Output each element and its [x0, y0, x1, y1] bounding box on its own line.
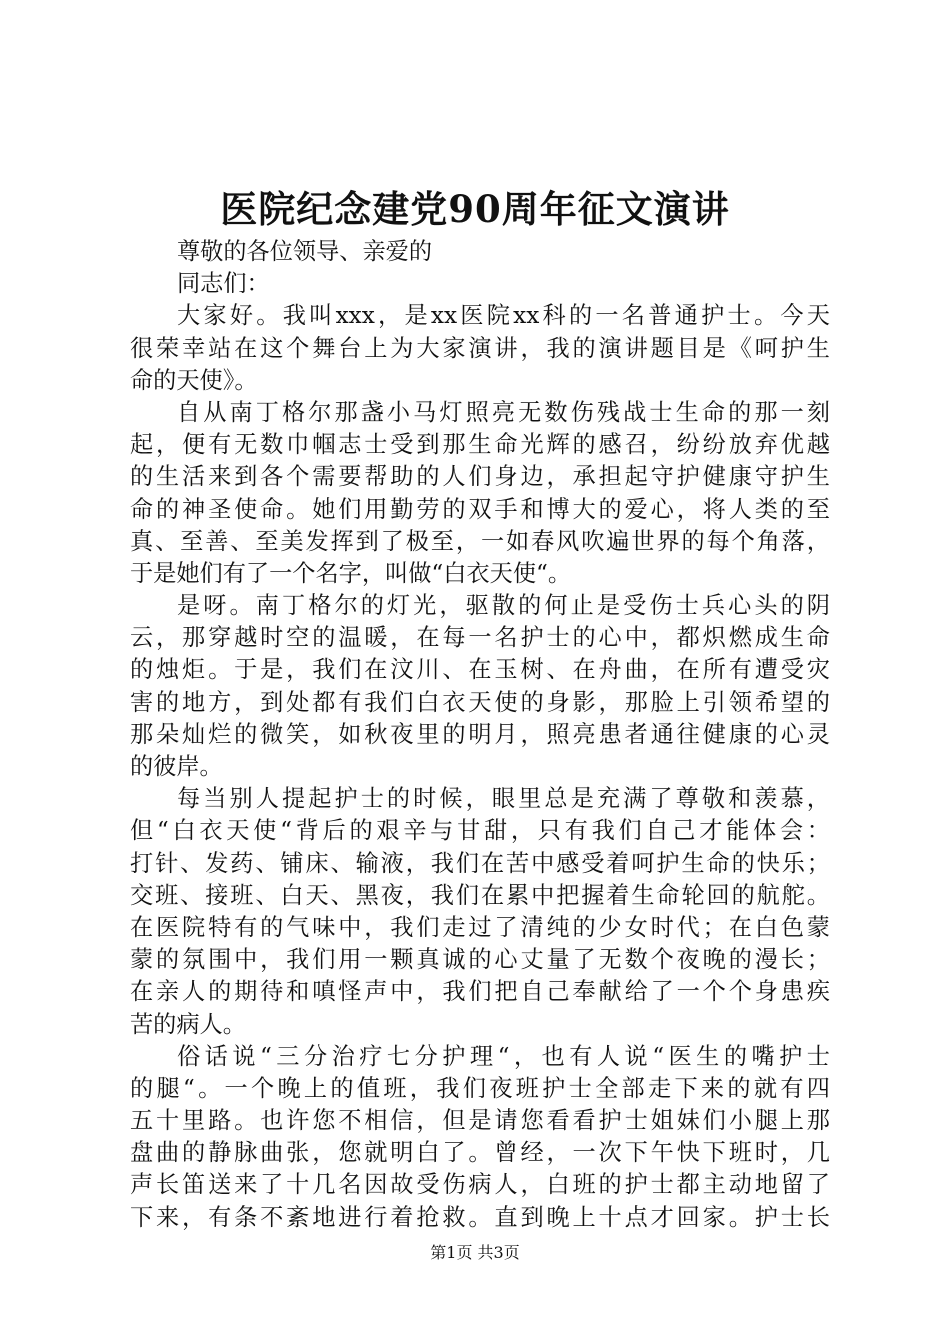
text-line: 盘曲的静脉曲张，您就明白了。曾经，一次下午快下班时，几: [130, 1139, 830, 1167]
text-line: 是呀。南丁格尔的灯光，驱散的何止是受伤士兵心头的阴: [177, 592, 830, 620]
text-line: 蒙的氛围中，我们用一颗真诚的心丈量了无数个夜晚的漫长；: [130, 946, 830, 974]
text-line: 害的地方，到处都有我们白衣天使的身影，那脸上引领希望的: [130, 688, 830, 716]
text-line: 云，那穿越时空的温暖，在每一名护士的心中，都炽燃成生命: [130, 624, 830, 652]
text-line: 俗话说“三分治疗七分护理“，也有人说“医生的嘴护士: [177, 1042, 830, 1070]
text-line: 在医院特有的气味中，我们走过了清纯的少女时代；在白色蒙: [130, 913, 830, 941]
text-line: 的彼岸。: [130, 753, 223, 780]
text-line: 五十里路。也许您不相信，但是请您看看护士姐妹们小腿上那: [130, 1107, 830, 1135]
text-line: 命的神圣使命。她们用勤劳的双手和博大的爱心，将人类的至: [130, 495, 830, 523]
text-line: 尊敬的各位领导、亲爱的: [177, 238, 433, 265]
text-line: 打针、发药、铺床、输液，我们在苦中感受着呵护生命的快乐；: [130, 849, 830, 877]
text-line: 但“白衣天使“背后的艰辛与甘甜，只有我们自己才能体会：: [130, 817, 830, 845]
text-line: 自从南丁格尔那盏小马灯照亮无数伤残战士生命的那一刻: [177, 398, 830, 426]
text-line: 在亲人的期待和嗔怪声中，我们把自己奉献给了一个个身患疾: [130, 978, 830, 1006]
text-line: 的生活来到各个需要帮助的人们身边，承担起守护健康守护生: [130, 463, 830, 491]
page-footer: 第1页 共3页: [430, 1243, 520, 1262]
text-line: 同志们：: [177, 270, 270, 298]
text-line: 很荣幸站在这个舞台上为大家演讲，我的演讲题目是《呵护生: [130, 334, 830, 362]
text-line: 声长笛送来了十几名因故受伤病人，白班的护士都主动地留了: [130, 1171, 830, 1199]
text-line: 每当别人提起护士的时候，眼里总是充满了尊敬和羡慕，: [177, 785, 830, 813]
text-line: 的腿“。一个晚上的值班，我们夜班护士全部走下来的就有四: [130, 1074, 830, 1102]
text-line: 的烛炬。于是，我们在汶川、在玉树、在舟曲，在所有遭受灾: [130, 656, 830, 684]
document-body: [130, 236, 830, 1234]
text-line: 交班、接班、白天、黑夜，我们在累中把握着生命轮回的航舵。: [130, 881, 830, 909]
text-line: 那朵灿烂的微笑，如秋夜里的明月，照亮患者通往健康的心灵: [130, 720, 830, 748]
text-line: 下来，有条不紊地进行着抢救。直到晚上十点才回家。护士长: [130, 1203, 830, 1231]
text-line: 真、至善、至美发挥到了极至，一如春风吹遍世界的每个角落，: [130, 527, 830, 555]
text-line: 大家好。我叫xxx，是xx医院xx科的一名普通护士。今天: [177, 302, 830, 330]
text-line: 于是她们有了一个名字，叫做“白衣天使“。: [130, 559, 572, 587]
document-title: 医院纪念建党90周年征文演讲: [220, 187, 730, 231]
text-line: 起，便有无数巾帼志士受到那生命光辉的感召，纷纷放弃优越: [130, 431, 830, 459]
text-line: 命的天使》。: [130, 366, 258, 394]
text-line: 苦的病人。: [130, 1010, 246, 1038]
